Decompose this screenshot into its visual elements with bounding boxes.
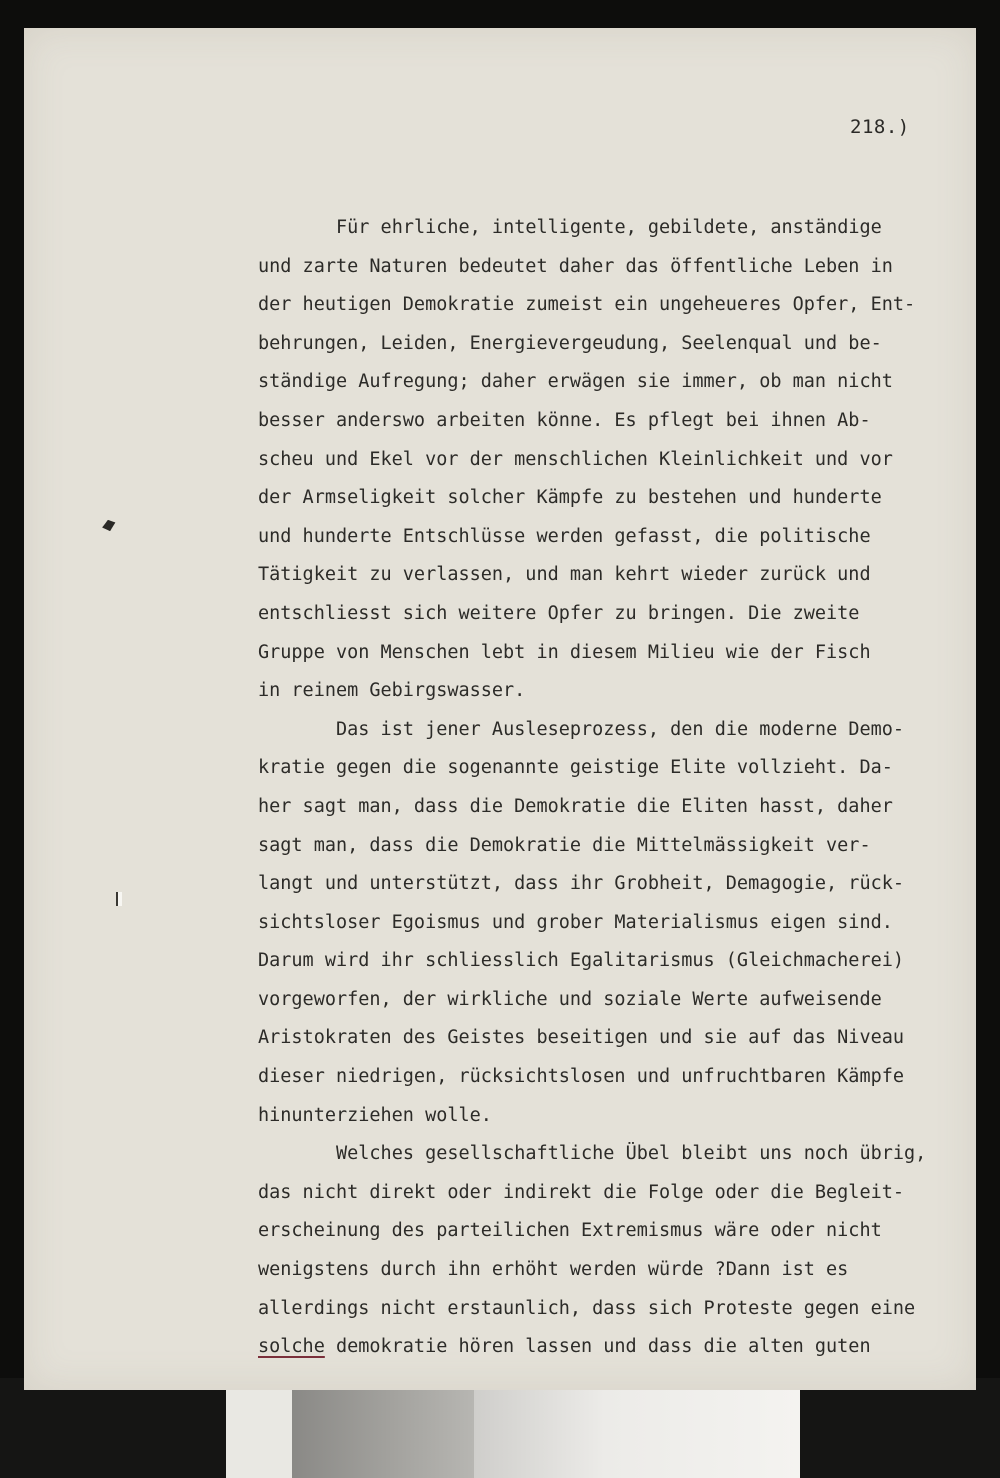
text-line: langt und unterstützt, dass ihr Grobheit, Demagogie, rück-: [258, 873, 905, 895]
text-line: entschliesst sich weitere Opfer zu bringen. Die zweite: [258, 602, 860, 624]
text-line: Darum wird ihr schliesslich Egalitarismus (Gleichmacherei): [258, 950, 905, 972]
text-line: und zarte Naturen bedeutet daher das öffentliche Leben in: [258, 255, 893, 277]
text-line: Welches gesellschaftliche Übel bleibt uns noch übrig,: [336, 1143, 927, 1165]
text-line: Für ehrliche, intelligente, gebildete, anständige: [336, 217, 882, 238]
text-line: und hunderte Entschlüsse werden gefasst, die politische: [258, 525, 871, 547]
text-line-rest: demokratie hören lassen und dass die alten guten: [324, 1336, 871, 1358]
text-line: kratie gegen die sogenannte geistige Elite vollzieht. Da-: [258, 757, 893, 779]
text-line: Tätigkeit zu verlassen, und man kehrt wieder zurück und: [258, 564, 871, 586]
text-line-last: [258, 1328, 948, 1367]
text-line: das nicht direkt oder indirekt die Folge oder die Begleit-: [258, 1181, 905, 1203]
underlined-word: solche: [258, 1336, 325, 1358]
text-line: dieser niedrigen, rücksichtslosen und unfruchtbaren Kämpfe: [258, 1066, 905, 1088]
text-line: sagt man, dass die Demokratie die Mittelmässigkeit ver-: [258, 834, 871, 856]
typewritten-page: [24, 28, 976, 1390]
scanner-plate-right: [474, 1388, 800, 1478]
scanner-plate-left: [226, 1388, 292, 1478]
text-line: der heutigen Demokratie zumeist ein ungeheueres Opfer, Ent-: [258, 294, 916, 316]
text-line: Das ist jener Ausleseprozess, den die moderne Demo-: [336, 718, 905, 740]
text-line: her sagt man, dass die Demokratie die Eliten hasst, daher: [258, 795, 893, 817]
text-line: besser anderswo arbeiten könne. Es pflegt bei ihnen Ab-: [258, 409, 871, 431]
text-line: wenigstens durch ihn erhöht werden würde ?Dann ist es: [258, 1259, 849, 1281]
text-line: in reinem Gebirgswasser.: [258, 680, 526, 702]
punch-hole-mark: [116, 892, 122, 906]
text-line: Aristokraten des Geistes beseitigen und sie auf das Niveau: [258, 1027, 905, 1049]
page-body-text: [258, 209, 948, 1367]
text-line: der Armseligkeit solcher Kämpfe zu bestehen und hunderte: [258, 487, 882, 509]
page-number: 218.): [850, 116, 910, 138]
scanner-plate-middle: [292, 1388, 474, 1478]
text-line: scheu und Ekel vor der menschlichen Kleinlichkeit und vor: [258, 448, 893, 470]
text-line: allerdings nicht erstaunlich, dass sich Proteste gegen eine: [258, 1297, 916, 1319]
text-line: behrungen, Leiden, Energievergeudung, Seelenqual und be-: [258, 332, 882, 354]
text-line: vorgeworfen, der wirkliche und soziale Werte aufweisende: [258, 988, 882, 1010]
text-line: erscheinung des parteilichen Extremismus wäre oder nicht: [258, 1220, 882, 1242]
text-line: ständige Aufregung; daher erwägen sie immer, ob man nicht: [258, 371, 893, 393]
text-line: hinunterziehen wolle.: [258, 1104, 492, 1126]
text-line: Gruppe von Menschen lebt in diesem Milieu wie der Fisch: [258, 641, 871, 663]
text-line: sichtsloser Egoismus und grober Materialismus eigen sind.: [258, 911, 893, 933]
